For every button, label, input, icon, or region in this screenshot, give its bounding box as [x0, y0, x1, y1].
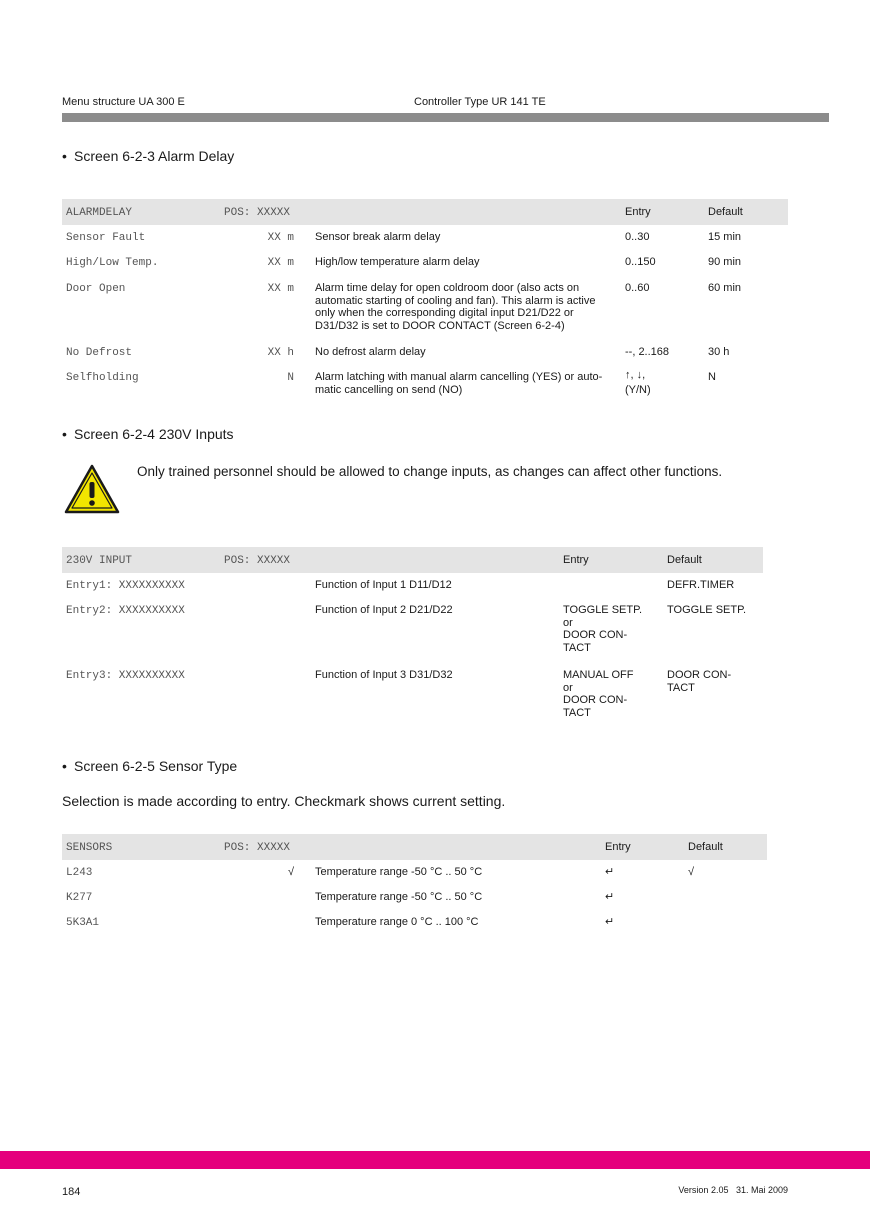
header-entry: Entry	[563, 554, 589, 566]
table-header	[62, 199, 788, 225]
table-row-label: Entry3: XXXXXXXXXX	[66, 670, 185, 682]
table-row-value: N	[287, 372, 294, 384]
table-row-description: only when the corresponding digital input D21/D22 or	[315, 307, 574, 319]
header-default: Default	[708, 206, 743, 218]
table-row-label: Sensor Fault	[66, 232, 146, 244]
table-row-value: XX h	[267, 347, 294, 359]
header-menu-name: SENSORS	[66, 842, 113, 854]
table-row-entry: 0..60	[625, 282, 650, 294]
header-rule	[62, 113, 829, 122]
warning-text: Only trained personnel should be allowed to change inputs, as changes can affect other functions.	[137, 464, 723, 479]
section-title-230v-inputs: • Screen 6-2-4 230V Inputs	[62, 426, 234, 442]
table-row-description: High/low temperature alarm delay	[315, 256, 480, 268]
table-row-label: No Defrost	[66, 347, 133, 359]
table-row-description: Alarm time delay for open coldroom door (also acts on	[315, 282, 580, 294]
table-row-entry: (Y/N)	[625, 383, 651, 396]
table-row-entry: or	[563, 616, 573, 629]
table-row-description: matic cancelling on send (NO)	[315, 383, 463, 396]
table-row-value: XX m	[267, 232, 294, 244]
table-header	[62, 547, 763, 573]
table-row-label: Entry2: XXXXXXXXXX	[66, 605, 185, 617]
enter-key-icon: ↵	[605, 866, 615, 878]
header-default: Default	[688, 841, 723, 853]
table-row-default: DEFR.TIMER	[667, 579, 735, 591]
footer-accent-bar	[0, 1151, 870, 1169]
enter-key-icon: ↵	[605, 916, 615, 928]
version-date: Version 2.05 31. Mai 2009	[678, 1185, 788, 1195]
table-row-default: TOGGLE SETP.	[667, 604, 747, 616]
table-row-label: Entry1: XXXXXXXXXX	[66, 580, 185, 592]
table-row-entry: ↑, ↓,	[625, 369, 646, 381]
header-pos: POS: XXXXX	[224, 842, 291, 854]
table-row-entry: or	[563, 681, 573, 694]
table-row-description: Temperature range 0 °C .. 100 °C	[315, 916, 479, 928]
table-row-value: XX m	[267, 283, 294, 295]
table-row-description: Sensor break alarm delay	[315, 231, 441, 243]
table-row-default: N	[708, 371, 716, 383]
table-row-label: L243	[66, 867, 93, 879]
default-checkmark: √	[688, 866, 695, 878]
inputs-table	[62, 547, 763, 727]
header-default: Default	[667, 554, 702, 566]
table-row-entry: TOGGLE SETP.	[563, 604, 643, 616]
table-row-description: Alarm latching with manual alarm cancelling (YES) or auto-	[315, 371, 603, 383]
sensors-table	[62, 834, 767, 944]
table-row-description: automatic starting of cooling and fan). This alarm is active	[315, 294, 596, 307]
current-setting-checkmark: √	[287, 866, 294, 878]
table-row-default: 60 min	[708, 282, 742, 294]
page-number: 184	[62, 1186, 81, 1198]
table-row-description: Function of Input 1 D11/D12	[315, 579, 452, 591]
header-entry: Entry	[625, 206, 651, 218]
table-row-value: XX m	[267, 257, 294, 269]
table-row-description: D31/D32 is set to DOOR CONTACT (Screen 6-2-4)	[315, 319, 565, 332]
alarm-delay-table	[62, 199, 788, 409]
section-title-sensor-type: • Screen 6-2-5 Sensor Type	[62, 758, 238, 774]
table-row-description: Temperature range -50 °C .. 50 °C	[315, 866, 483, 878]
table-row-default: DOOR CON-	[667, 669, 732, 681]
table-row-label: High/Low Temp.	[66, 257, 159, 269]
table-row-default: 90 min	[708, 256, 742, 268]
table-row-entry: 0..30	[625, 231, 650, 243]
header-menu-name: ALARMDELAY	[66, 207, 133, 219]
table-row-label: 5K3A1	[66, 917, 100, 929]
header-controller-type: Controller Type UR 141 TE	[414, 96, 546, 108]
table-row-description: No defrost alarm delay	[315, 346, 426, 358]
enter-key-icon: ↵	[605, 891, 615, 903]
table-row-default: TACT	[667, 681, 695, 694]
table-header	[62, 834, 767, 860]
table-row-entry: DOOR CON-	[563, 694, 628, 706]
header-pos: POS: XXXXX	[224, 207, 291, 219]
header-doc-title: Menu structure UA 300 E	[62, 96, 185, 108]
table-row-label: Selfholding	[66, 372, 139, 384]
table-row-entry: DOOR CON-	[563, 629, 628, 641]
table-row-description: Temperature range -50 °C .. 50 °C	[315, 891, 483, 903]
table-row-description: Function of Input 2 D21/D22	[315, 604, 453, 616]
warning-icon	[64, 463, 120, 515]
table-row-description: Function of Input 3 D31/D32	[315, 669, 453, 681]
section-title-alarm-delay: • Screen 6-2-3 Alarm Delay	[62, 148, 235, 164]
table-row-default: 15 min	[708, 231, 742, 243]
table-row-entry: TACT	[563, 641, 591, 654]
header-menu-name: 230V INPUT	[66, 555, 133, 567]
sensor-intro-text: Selection is made according to entry. Checkmark shows current setting.	[62, 793, 506, 809]
header-pos: POS: XXXXX	[224, 555, 291, 567]
table-row-default: 30 h	[708, 346, 730, 358]
table-row-label: Door Open	[66, 283, 126, 295]
table-row-entry: TACT	[563, 706, 591, 719]
table-row-label: K277	[66, 892, 93, 904]
header-entry: Entry	[605, 841, 631, 853]
table-row-entry: 0..150	[625, 256, 656, 268]
table-row-entry: MANUAL OFF	[563, 669, 634, 681]
table-row-entry: --, 2..168	[625, 346, 670, 358]
